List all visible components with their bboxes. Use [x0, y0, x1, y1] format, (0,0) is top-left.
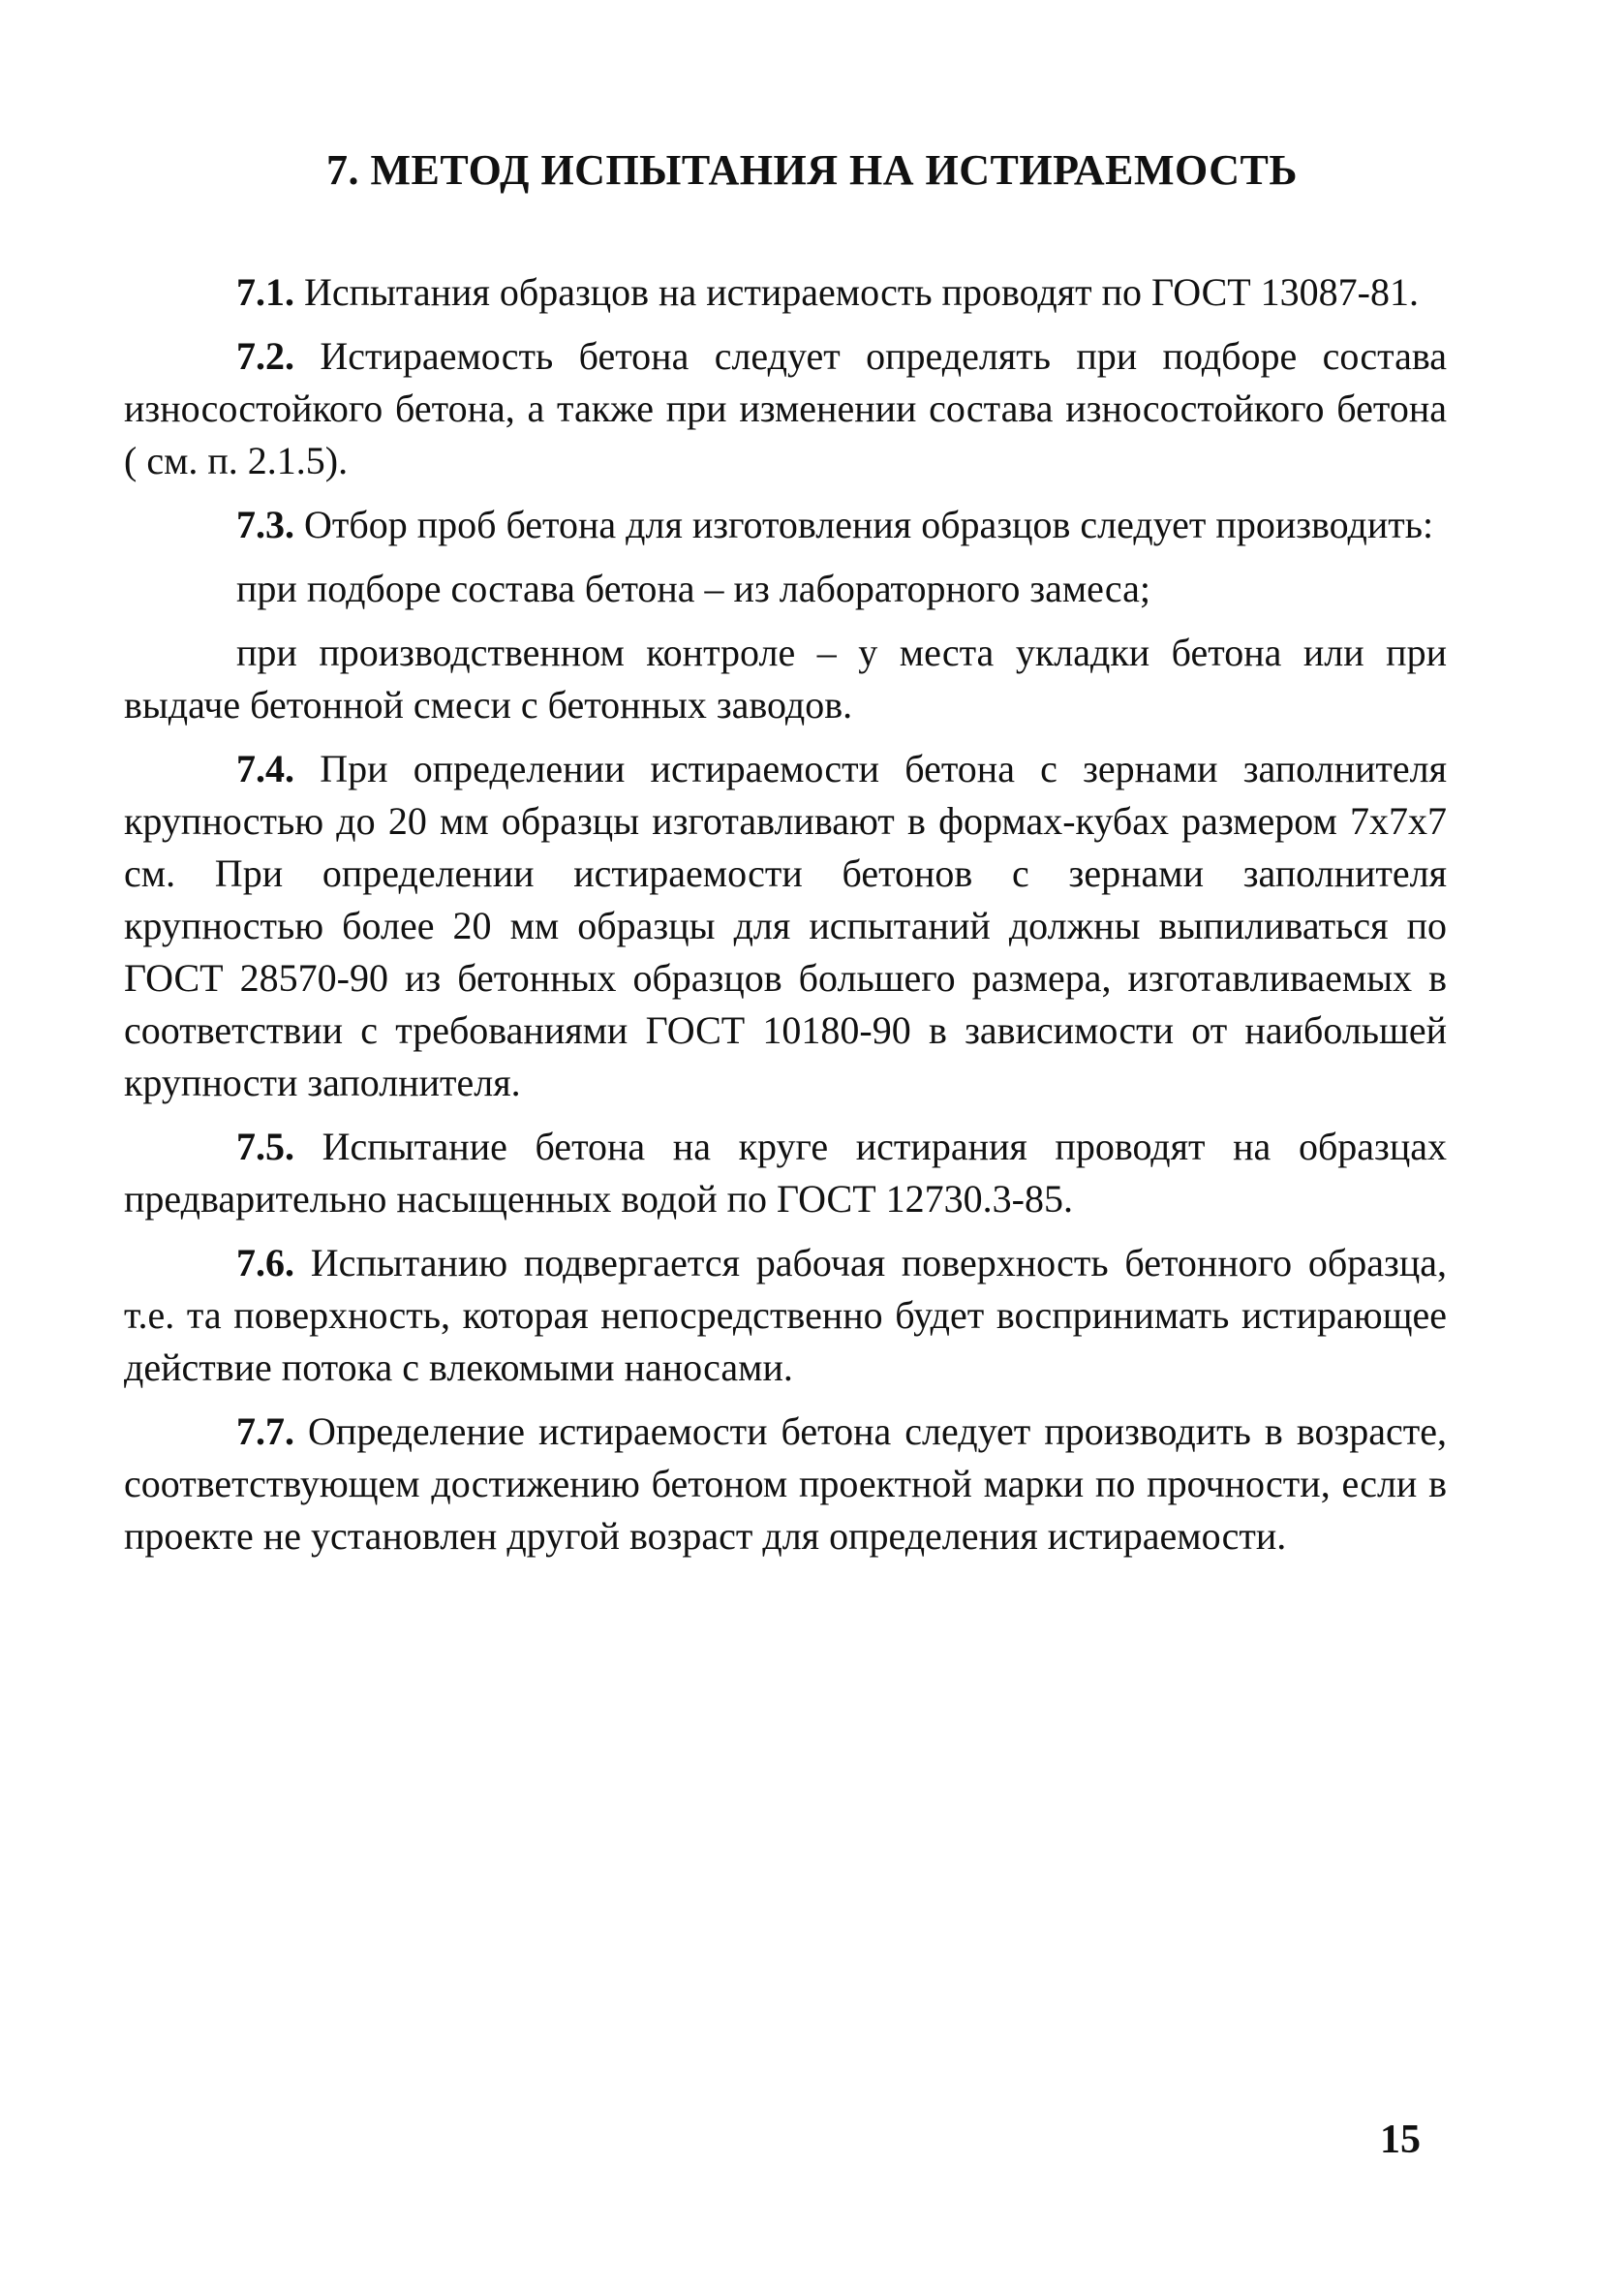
paragraph-7-4: [124, 743, 1447, 1109]
paragraph-text: Истираемость бетона следует определять при подборе состава износостойкого бетона, а также при изменении состава износостойкого бетона ( см. п. 2.1.5).: [124, 334, 1447, 482]
paragraph-7-2: [124, 330, 1447, 487]
paragraph-text: при подборе состава бетона – из лабораторного замеса;: [236, 567, 1151, 610]
paragraph-number: 7.7.: [236, 1409, 294, 1453]
paragraph-text: Испытание бетона на круге истирания проводят на образцах предварительно насыщенных водой по ГОСТ 12730.3-85.: [124, 1125, 1448, 1221]
paragraph-number: 7.2.: [236, 334, 294, 378]
paragraph-text: Испытанию подвергается рабочая поверхность бетонного образца, т.е. та поверхность, которая непосредственно будет воспринимать истирающее действие потока с влекомыми наносами.: [124, 1241, 1447, 1389]
paragraph-7-5: [124, 1121, 1447, 1225]
section-body: [124, 266, 1447, 1574]
paragraph-number: 7.3.: [236, 503, 294, 546]
paragraph-7-1: [124, 266, 1447, 319]
paragraph-text: при производственном контроле – у места укладки бетона или при выдаче бетонной смеси с бетонных заводов.: [124, 631, 1447, 727]
paragraph-number: 7.4.: [236, 747, 294, 790]
page-number: 15: [1380, 2118, 1421, 2162]
paragraph-number: 7.1.: [236, 270, 294, 314]
paragraph-7-7: [124, 1406, 1447, 1562]
paragraph-7-3-item-2: [124, 627, 1447, 731]
paragraph-7-6: [124, 1237, 1447, 1394]
paragraph-7-3-item-1: [124, 563, 1447, 615]
section-heading: 7. МЕТОД ИСПЫТАНИЯ НА ИСТИРАЕМОСТЬ: [326, 146, 1298, 194]
paragraph-text: Отбор проб бетона для изготовления образцов следует производить:: [304, 503, 1434, 546]
paragraph-number: 7.5.: [236, 1125, 294, 1168]
paragraph-number: 7.6.: [236, 1241, 294, 1284]
paragraph-text: Испытания образцов на истираемость проводят по ГОСТ 13087-81.: [304, 270, 1419, 314]
paragraph-7-3: [124, 499, 1447, 551]
paragraph-text: При определении истираемости бетона с зернами заполнителя крупностью до 20 мм образцы изготавливают в формах-кубах размером 7х7х7 см. При определении истираемости бетонов с зернами заполнителя крупностью более 20 мм образцы для испытаний должны выпиливаться по ГОСТ 28570-90 из бетонных образцов большего размера, изготавливаемых в соответствии с требованиями ГОСТ 10180-90 в зависимости от наибольшей крупности заполнителя.: [124, 747, 1448, 1104]
paragraph-text: Определение истираемости бетона следует производить в возрасте, соответствующем достижению бетоном проектной марки по прочности, если в проекте не установлен другой возраст для определения истираемости.: [124, 1409, 1448, 1558]
